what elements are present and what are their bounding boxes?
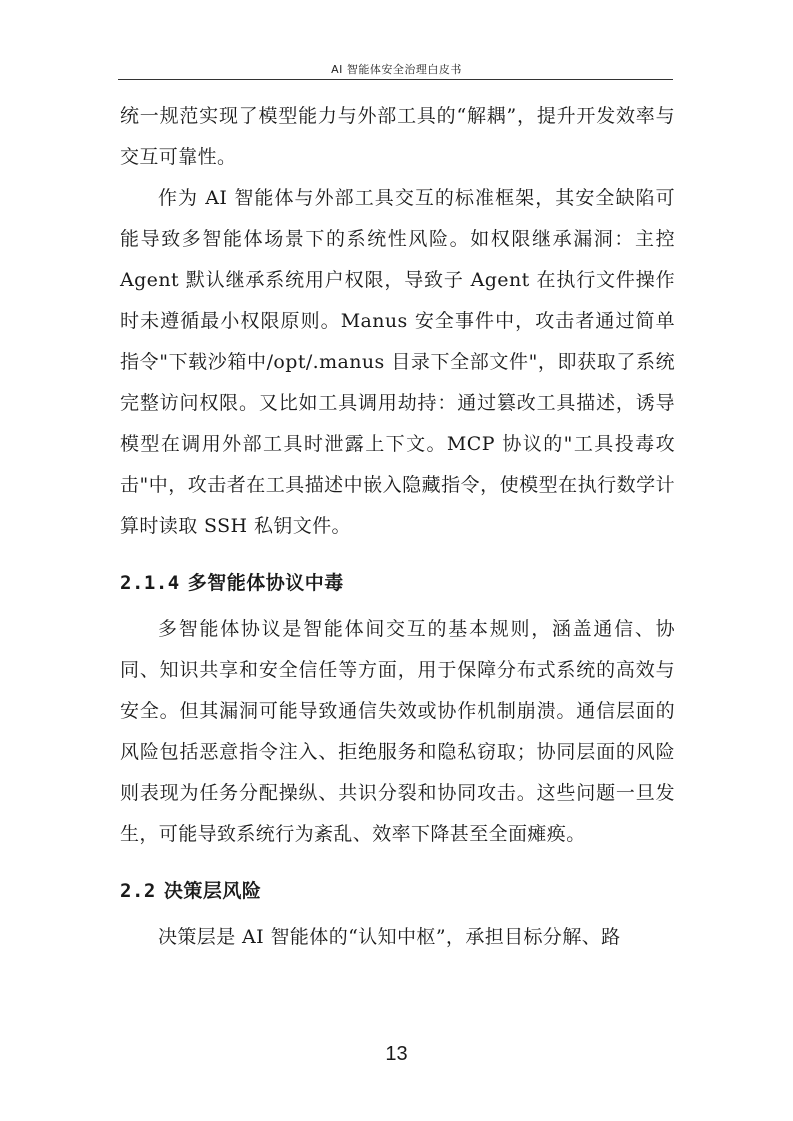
section-heading-2-2 [120,871,675,912]
running-header: AI 智能体安全治理白皮书 [331,63,462,76]
body-paragraph-2: 作为 AI 智能体与外部工具交互的标准框架，其安全缺陷可能导致多智能体场景下的系统性风险。如权限继承漏洞：主控 Agent 默认继承系统用户权限，导致子 Agent 在执行文件操作时未遵循最小权限原则。Manus 安全事件中，攻击者通过简单指令"下载沙箱中/opt/.manus 目录下全部文件"，即获取了系统完整访问权限。又比如工具调用劫持：通过篡改工具描述，诱导模型在调用外部工具时泄露上下文。MCP 协议的"工具投毒攻击"中，攻击者在工具描述中嵌入隐藏指令，使模型在执行数学计算时读取 SSH 私钥文件。 [120,187,675,537]
body-paragraph-1: 统一规范实现了模型能力与外部工具的“解耦”，提升开发效率与交互可靠性。 [120,105,675,168]
header-divider [118,79,673,80]
section-number: 2.2 [120,880,156,902]
page-number: 13 [385,1043,408,1065]
section-title: 决策层风险 [163,880,262,902]
section-title: 多智能体协议中毒 [187,572,344,594]
section-heading-2-1-4 [120,563,675,604]
page-content [120,96,675,958]
section-number: 2.1.4 [120,572,180,594]
body-paragraph-4: 决策层是 AI 智能体的“认知中枢”，承担目标分解、路 [158,926,621,948]
body-paragraph-3: 多智能体协议是智能体间交互的基本规则，涵盖通信、协同、知识共享和安全信任等方面，用于保障分布式系统的高效与安全。但其漏洞可能导致通信失效或协作机制崩溃。通信层面的风险包括恶意指令注入、拒绝服务和隐私窃取；协同层面的风险则表现为任务分配操纵、共识分裂和协同攻击。这些问题一旦发生，可能导致系统行为紊乱、效率下降甚至全面瘫痪。 [120,618,675,845]
